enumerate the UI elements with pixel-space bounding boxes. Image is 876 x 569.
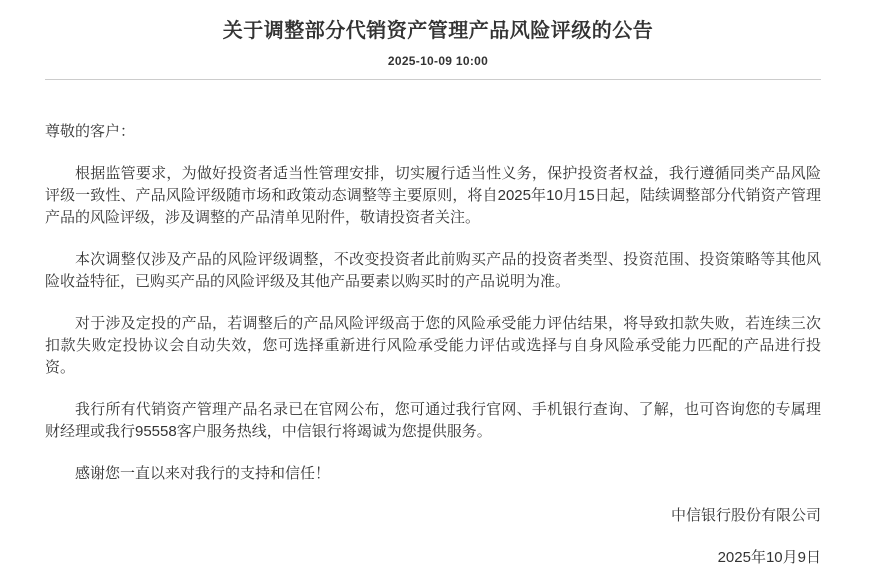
header-divider [45, 79, 821, 80]
announcement-header [0, 0, 876, 68]
paragraph-adjustment-notice: 根据监管要求，为做好投资者适当性管理安排，切实履行适当性义务，保护投资者权益，我行遵循同类产品风险评级一致性、产品风险评级随市场和政策动态调整等主要原则，将自2025年10月15日起，陆续调整部分代销资产管理产品的风险评级，涉及调整的产品清单见附件，敬请投资者关注。 [45, 165, 821, 226]
announcement-body [45, 121, 821, 569]
signature-date: 2025年10月9日 [717, 549, 821, 566]
paragraph-scope-of-adjustment: 本次调整仅涉及产品的风险评级调整，不改变投资者此前购买产品的投资者类型、投资范围、投资策略等其他风险收益特征，已购买产品的风险评级及其他产品要素以购买时的产品说明为准。 [45, 251, 821, 290]
paragraph-auto-invest-impact: 对于涉及定投的产品，若调整后的产品风险评级高于您的风险承受能力评估结果，将导致扣款失败，若连续三次扣款失败定投协议会自动失效，您可选择重新进行风险承受能力评估或选择与自身风险承受能力匹配的产品进行投资。 [45, 315, 821, 376]
publish-datetime: 2025-10-09 10:00 [387, 54, 489, 68]
paragraph-service-channels: 我行所有代销资产管理产品名录已在官网公布，您可通过我行官网、手机银行查询、了解，也可咨询您的专属理财经理或我行95558客户服务热线，中信银行将竭诚为您提供服务。 [45, 401, 821, 440]
paragraph-thanks: 感谢您一直以来对我行的支持和信任！ [75, 465, 331, 482]
signature-company: 中信银行股份有限公司 [670, 507, 821, 524]
page-title: 关于调整部分代销资产管理产品风险评级的公告 [222, 20, 654, 42]
salutation: 尊敬的客户： [45, 123, 136, 140]
signature-block [45, 505, 821, 569]
